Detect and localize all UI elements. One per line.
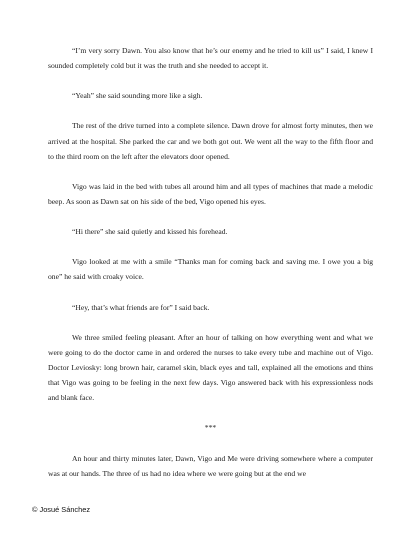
paragraph: “I’m very sorry Dawn. You also know that he’s our enemy and he tried to kill us” I said, I knew I sounded completely cold but it was the truth and she needed to accept it. bbox=[48, 46, 373, 71]
paragraph: Vigo was laid in the bed with tubes all around him and all types of machines that made a melodic beep. As soon as Dawn sat on his side of the bed, Vigo opened his eyes. bbox=[48, 181, 373, 206]
paragraph: The rest of the drive turned into a complete silence. Dawn drove for almost forty minutes, then we arrived at the hospital. She parked the car and we both got out. We went all the way to the fifth floor and to the third room on the left after the elevators door opened. bbox=[48, 121, 373, 161]
paragraph: We three smiled feeling pleasant. After an hour of talking on how everything went and what we were going to do the doctor came in and ordered the nurses to take every tube and machine out of Vigo. Doctor Leviosky: long brown hair, caramel skin, black eyes and tall, explained all the emotions and thins that Vigo was going to be feeling in the next few days. Vigo answered back with his expressionless nods and blank face. bbox=[48, 332, 373, 403]
copyright-footer: © Josué Sánchez bbox=[32, 505, 91, 514]
paragraph: “Yeah” she said sounding more like a sigh. bbox=[72, 91, 203, 101]
section-separator: *** bbox=[204, 423, 217, 433]
paragraph: An hour and thirty minutes later, Dawn, Vigo and Me were driving somewhere where a computer was at our hands. The three of us had no idea where we were going but at the end we bbox=[48, 453, 373, 478]
paragraph: Vigo looked at me with a smile “Thanks man for coming back and saving me. I owe you a big one” he said with croaky voice. bbox=[48, 257, 373, 282]
body-text bbox=[48, 43, 373, 496]
paragraph: “Hi there” she said quietly and kissed his forehead. bbox=[72, 227, 228, 237]
paragraph: “Hey, that’s what friends are for” I said back. bbox=[72, 302, 210, 312]
